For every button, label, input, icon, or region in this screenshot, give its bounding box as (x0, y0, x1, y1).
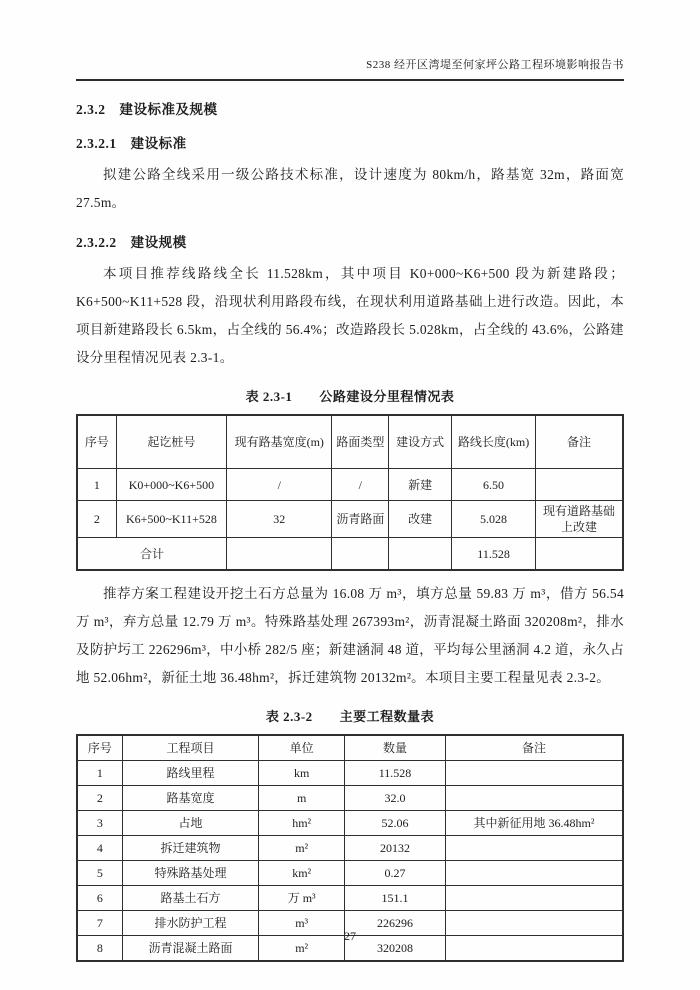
table-cell: 2 (77, 501, 116, 538)
table-cell: 11.528 (452, 538, 536, 571)
table-cell: 320208 (345, 936, 446, 962)
table-cell: 路基土石方 (122, 886, 259, 911)
table-cell: / (332, 469, 389, 501)
table-cell: 特殊路基处理 (122, 861, 259, 886)
table-cell: 新建 (389, 469, 452, 501)
table-cell (446, 886, 623, 911)
table-cell (332, 538, 389, 571)
section-heading-232: 2.3.2 建设标准及规模 (76, 102, 218, 117)
section-heading-2322: 2.3.2.2 建设规模 (76, 235, 187, 250)
table-cell: 现有道路基础上改建 (536, 501, 623, 538)
table-cell: m³ (259, 911, 345, 936)
table-cell: 32.0 (345, 786, 446, 811)
table-cell: 11.528 (345, 761, 446, 786)
table-cell: 排水防护工程 (122, 911, 259, 936)
table-header-cell: 序号 (77, 735, 122, 761)
table-cell (446, 836, 623, 861)
table-total-row (77, 538, 623, 571)
table-cell: 其中新征用地 36.48hm² (446, 811, 623, 836)
table-row (77, 469, 623, 501)
table-row (77, 761, 623, 786)
table-cell: 万 m³ (259, 886, 345, 911)
table-cell: hm² (259, 811, 345, 836)
table-cell: / (227, 469, 332, 501)
table-row (77, 861, 623, 886)
table-row (77, 811, 623, 836)
table-header-row (77, 735, 623, 761)
table-mileage (76, 414, 624, 571)
table-header-cell: 单位 (259, 735, 345, 761)
table-cell: 7 (77, 911, 122, 936)
table-header-cell: 路面类型 (332, 415, 389, 469)
table1-title: 表 2.3-1 公路建设分里程情况表 (245, 389, 455, 404)
table-cell: 4 (77, 836, 122, 861)
table-cell: 拆迁建筑物 (122, 836, 259, 861)
table-header-row (77, 415, 623, 469)
table-cell: 1 (77, 761, 122, 786)
table2-title: 表 2.3-2 主要工程数量表 (265, 709, 435, 724)
table-header-cell: 起讫桩号 (116, 415, 226, 469)
table-cell: 占地 (122, 811, 259, 836)
table-cell: 8 (77, 936, 122, 962)
table-cell: m (259, 786, 345, 811)
table-header-cell: 备注 (446, 735, 623, 761)
table-row (77, 836, 623, 861)
table-cell (446, 761, 623, 786)
table-cell: m² (259, 836, 345, 861)
table-row (77, 501, 623, 538)
table-cell: 20132 (345, 836, 446, 861)
table-main-quantities (76, 734, 624, 962)
table-header-cell: 工程项目 (122, 735, 259, 761)
table-header-cell: 备注 (536, 415, 623, 469)
table-cell (446, 786, 623, 811)
table-cell: 6.50 (452, 469, 536, 501)
section-heading-2321: 2.3.2.1 建设标准 (76, 136, 187, 151)
table-cell (536, 538, 623, 571)
page-number: 27 (344, 929, 356, 943)
table-cell: 226296 (345, 911, 446, 936)
table-cell: m² (259, 936, 345, 962)
table-cell: 6 (77, 886, 122, 911)
paragraph-quantity: 推荐方案工程建设开挖土石方总量为 16.08 万 m³，填方总量 59.83 万 m³，借方 56.54 万 m³，弃方总量 12.79 万 m³。特殊路基处理 267393m²，沥青混凝土路面 320208m²，排水及防护圬工 226296m³，中小桥 282/5 座；新建涵洞 48 道，平均每公里涵洞 4.2 道，永久占地 52.06hm²，新征土地 36.48hm²，拆迁建筑物 20132m²。本项目主要工程量见表 2.3-2。 (76, 586, 624, 685)
table-cell: 52.06 (345, 811, 446, 836)
table-cell: 32 (227, 501, 332, 538)
table-cell: 沥青混凝土路面 (122, 936, 259, 962)
table-row (77, 886, 623, 911)
table-header-cell: 建设方式 (389, 415, 452, 469)
table-cell: K6+500~K11+528 (116, 501, 226, 538)
table-cell: 151.1 (345, 886, 446, 911)
table-cell: 3 (77, 811, 122, 836)
table-cell (389, 538, 452, 571)
paragraph-scale: 本项目推荐线路线全长 11.528km，其中项目 K0+000~K6+500 段为新建路段；K6+500~K11+528 段，沿现状利用路段布线，在现状利用道路基础上进行改造。因此，本项目新建路段长 6.5km，占全线的 56.4%；改造路段长 5.028km，占全线的 43.6%，公路建设分里程情况见表 2.3-1。 (76, 266, 624, 365)
table-cell: 1 (77, 469, 116, 501)
table-cell: 改建 (389, 501, 452, 538)
table-cell: K0+000~K6+500 (116, 469, 226, 501)
table-cell: 路线里程 (122, 761, 259, 786)
table-header-cell: 序号 (77, 415, 116, 469)
table-header-cell: 路线长度(km) (452, 415, 536, 469)
table-cell (446, 861, 623, 886)
table-cell: 路基宽度 (122, 786, 259, 811)
table-cell (536, 469, 623, 501)
table-cell: 0.27 (345, 861, 446, 886)
table-cell: 5 (77, 861, 122, 886)
paragraph-standard: 拟建公路全线采用一级公路技术标准，设计速度为 80km/h，路基宽 32m，路面宽 27.5m。 (76, 167, 624, 210)
table-cell: 5.028 (452, 501, 536, 538)
table-cell-total-label: 合计 (77, 538, 227, 571)
table-cell: km² (259, 861, 345, 886)
table-row (77, 786, 623, 811)
table-cell: 沥青路面 (332, 501, 389, 538)
table-cell: km (259, 761, 345, 786)
table-cell: 2 (77, 786, 122, 811)
table-header-cell: 现有路基宽度(m) (227, 415, 332, 469)
table-cell (227, 538, 332, 571)
table-header-cell: 数量 (345, 735, 446, 761)
page-header: S238 经开区湾堤至何家坪公路工程环境影响报告书 (76, 0, 624, 81)
